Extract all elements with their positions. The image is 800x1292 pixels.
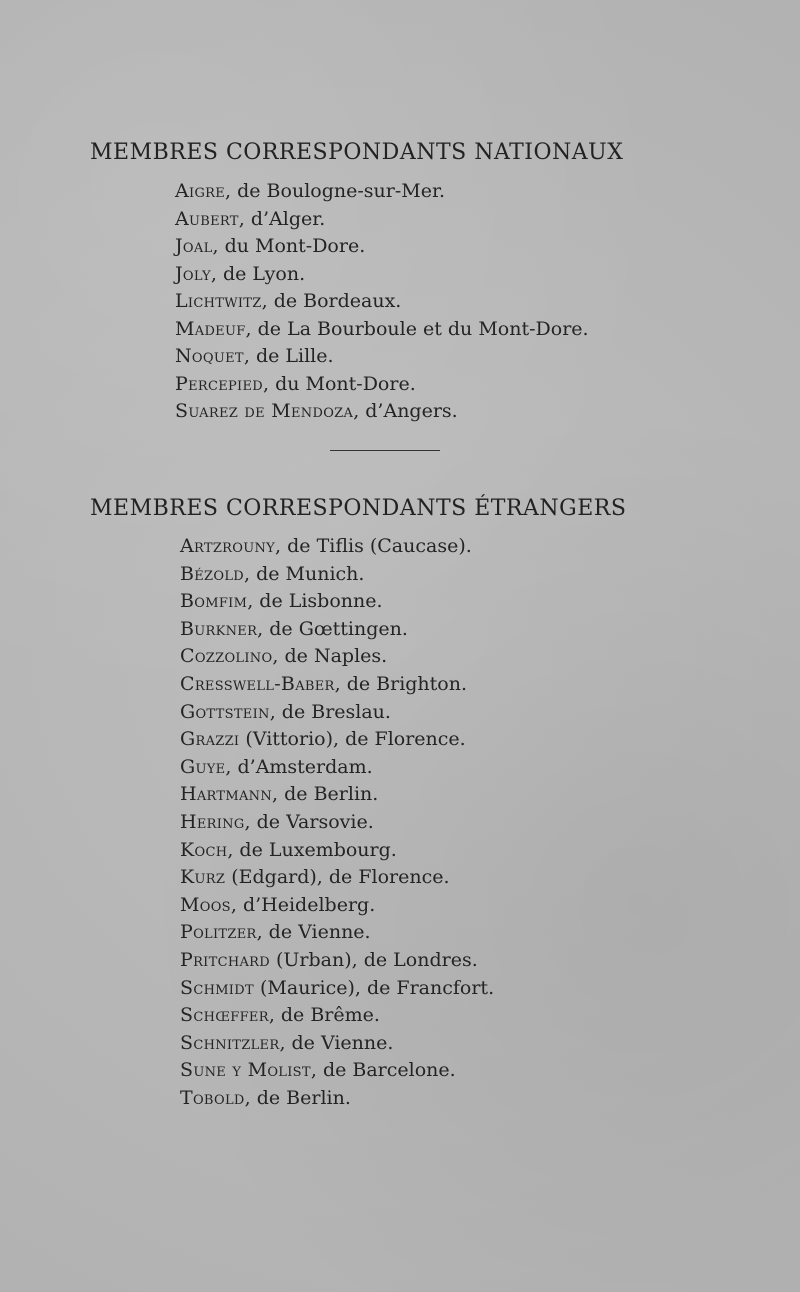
member-name: Hering — [180, 810, 245, 833]
member-name: Tobold — [180, 1086, 245, 1109]
member-location: , de Bordeaux. — [261, 290, 402, 312]
member-name: Joly — [175, 262, 211, 285]
member-name: Schnitzler — [180, 1031, 280, 1054]
member-name: Schœffer — [180, 1004, 269, 1027]
member-name: Percepied — [175, 372, 263, 395]
member-location: , du Mont-Dore. — [263, 372, 416, 395]
member-name: Madeuf — [175, 317, 246, 340]
member-location: , de Munich. — [244, 562, 365, 585]
member-location: , de Tiflis (Caucase). — [275, 535, 472, 557]
member-entry — [180, 892, 494, 920]
members-list-etrangers — [180, 533, 494, 1112]
member-location: (Urban), de Londres. — [269, 948, 478, 971]
member-name: Lichtwitz — [175, 290, 262, 312]
member-location: , d’Alger. — [238, 207, 326, 230]
member-location: , de Varsovie. — [244, 810, 374, 833]
member-location: , d’Heidelberg. — [230, 893, 376, 916]
member-name: Pritchard — [180, 948, 270, 971]
member-entry — [175, 316, 589, 344]
section-heading-etrangers: MEMBRES CORRESPONDANTS ÉTRANGERS — [90, 496, 627, 522]
member-name: Noquet — [175, 345, 244, 367]
member-location: , d’Angers. — [353, 400, 458, 422]
member-location: , de Vienne. — [256, 921, 371, 944]
member-name: Guye — [180, 755, 226, 778]
member-entry — [180, 781, 494, 809]
member-location: , de Berlin. — [272, 783, 379, 806]
member-entry — [175, 398, 589, 426]
member-entry — [175, 233, 589, 261]
member-name: Politzer — [180, 921, 257, 944]
member-location: , de Barcelone. — [310, 1059, 456, 1082]
member-entry — [180, 561, 494, 589]
member-name: Schmidt — [180, 976, 254, 999]
member-name: Joal — [175, 235, 213, 257]
member-location: , de Naples. — [272, 645, 388, 668]
member-location: , de Lille. — [243, 345, 334, 367]
member-name: Cozzolino — [180, 645, 273, 668]
member-entry — [175, 371, 589, 399]
member-location: , de Vienne. — [279, 1031, 394, 1054]
member-entry — [175, 288, 589, 316]
member-name: Kurz — [180, 866, 226, 889]
member-location: (Edgard), de Florence. — [225, 866, 450, 889]
member-entry — [180, 919, 494, 947]
member-location: , de Brême. — [268, 1004, 380, 1027]
member-entry — [175, 206, 589, 234]
member-entry — [175, 261, 589, 289]
member-entry — [180, 809, 494, 837]
member-location: , de Gœttingen. — [257, 617, 408, 640]
member-location: , de Berlin. — [244, 1086, 351, 1109]
member-entry — [175, 178, 589, 206]
member-name: Burkner — [180, 617, 258, 640]
member-entry — [180, 533, 494, 561]
member-entry — [180, 726, 494, 754]
member-entry — [180, 864, 494, 892]
member-location: , de Lyon. — [210, 262, 306, 285]
member-name: Moos — [180, 893, 231, 916]
member-location: , de La Bourboule et du Mont-Dore. — [245, 317, 589, 340]
member-location: (Maurice), de Francfort. — [253, 976, 495, 999]
member-name: Aigre — [175, 180, 226, 202]
member-location: , de Lisbonne. — [247, 590, 383, 613]
member-location: , de Breslau. — [269, 700, 391, 723]
members-list-nationaux — [175, 178, 589, 426]
member-entry — [180, 1057, 494, 1085]
member-entry — [180, 837, 494, 865]
member-entry — [180, 1030, 494, 1058]
member-location: , d’Amsterdam. — [225, 755, 373, 778]
member-name: Grazzi — [180, 728, 240, 751]
member-name: Aubert — [175, 207, 239, 230]
member-entry — [175, 343, 589, 371]
member-location: , de Luxembourg. — [227, 838, 397, 861]
member-entry — [180, 975, 494, 1003]
member-name: Hartmann — [180, 783, 273, 806]
section-divider — [330, 450, 440, 451]
member-entry — [180, 1085, 494, 1113]
member-location: , du Mont-Dore. — [212, 235, 366, 257]
member-entry — [180, 671, 494, 699]
member-location: (Vittorio), de Florence. — [239, 728, 466, 751]
member-location: , de Boulogne-sur-Mer. — [225, 180, 445, 202]
section-heading-nationaux: MEMBRES CORRESPONDANTS NATIONAUX — [90, 140, 624, 166]
member-entry — [180, 643, 494, 671]
member-name: Artzrouny — [180, 535, 276, 557]
member-name: Suarez de Mendoza — [175, 400, 354, 422]
member-name: Gottstein — [180, 700, 270, 723]
member-name: Koch — [180, 838, 228, 861]
member-name: Bomfim — [180, 590, 248, 613]
member-entry — [180, 588, 494, 616]
member-location: , de Brighton. — [334, 672, 468, 695]
member-entry — [180, 1002, 494, 1030]
member-entry — [180, 699, 494, 727]
member-entry — [180, 947, 494, 975]
member-name: Cresswell-Baber — [180, 672, 335, 695]
member-name: Sune y Molist — [180, 1059, 311, 1082]
member-entry — [180, 754, 494, 782]
member-name: Bézold — [180, 562, 244, 585]
member-entry — [180, 616, 494, 644]
